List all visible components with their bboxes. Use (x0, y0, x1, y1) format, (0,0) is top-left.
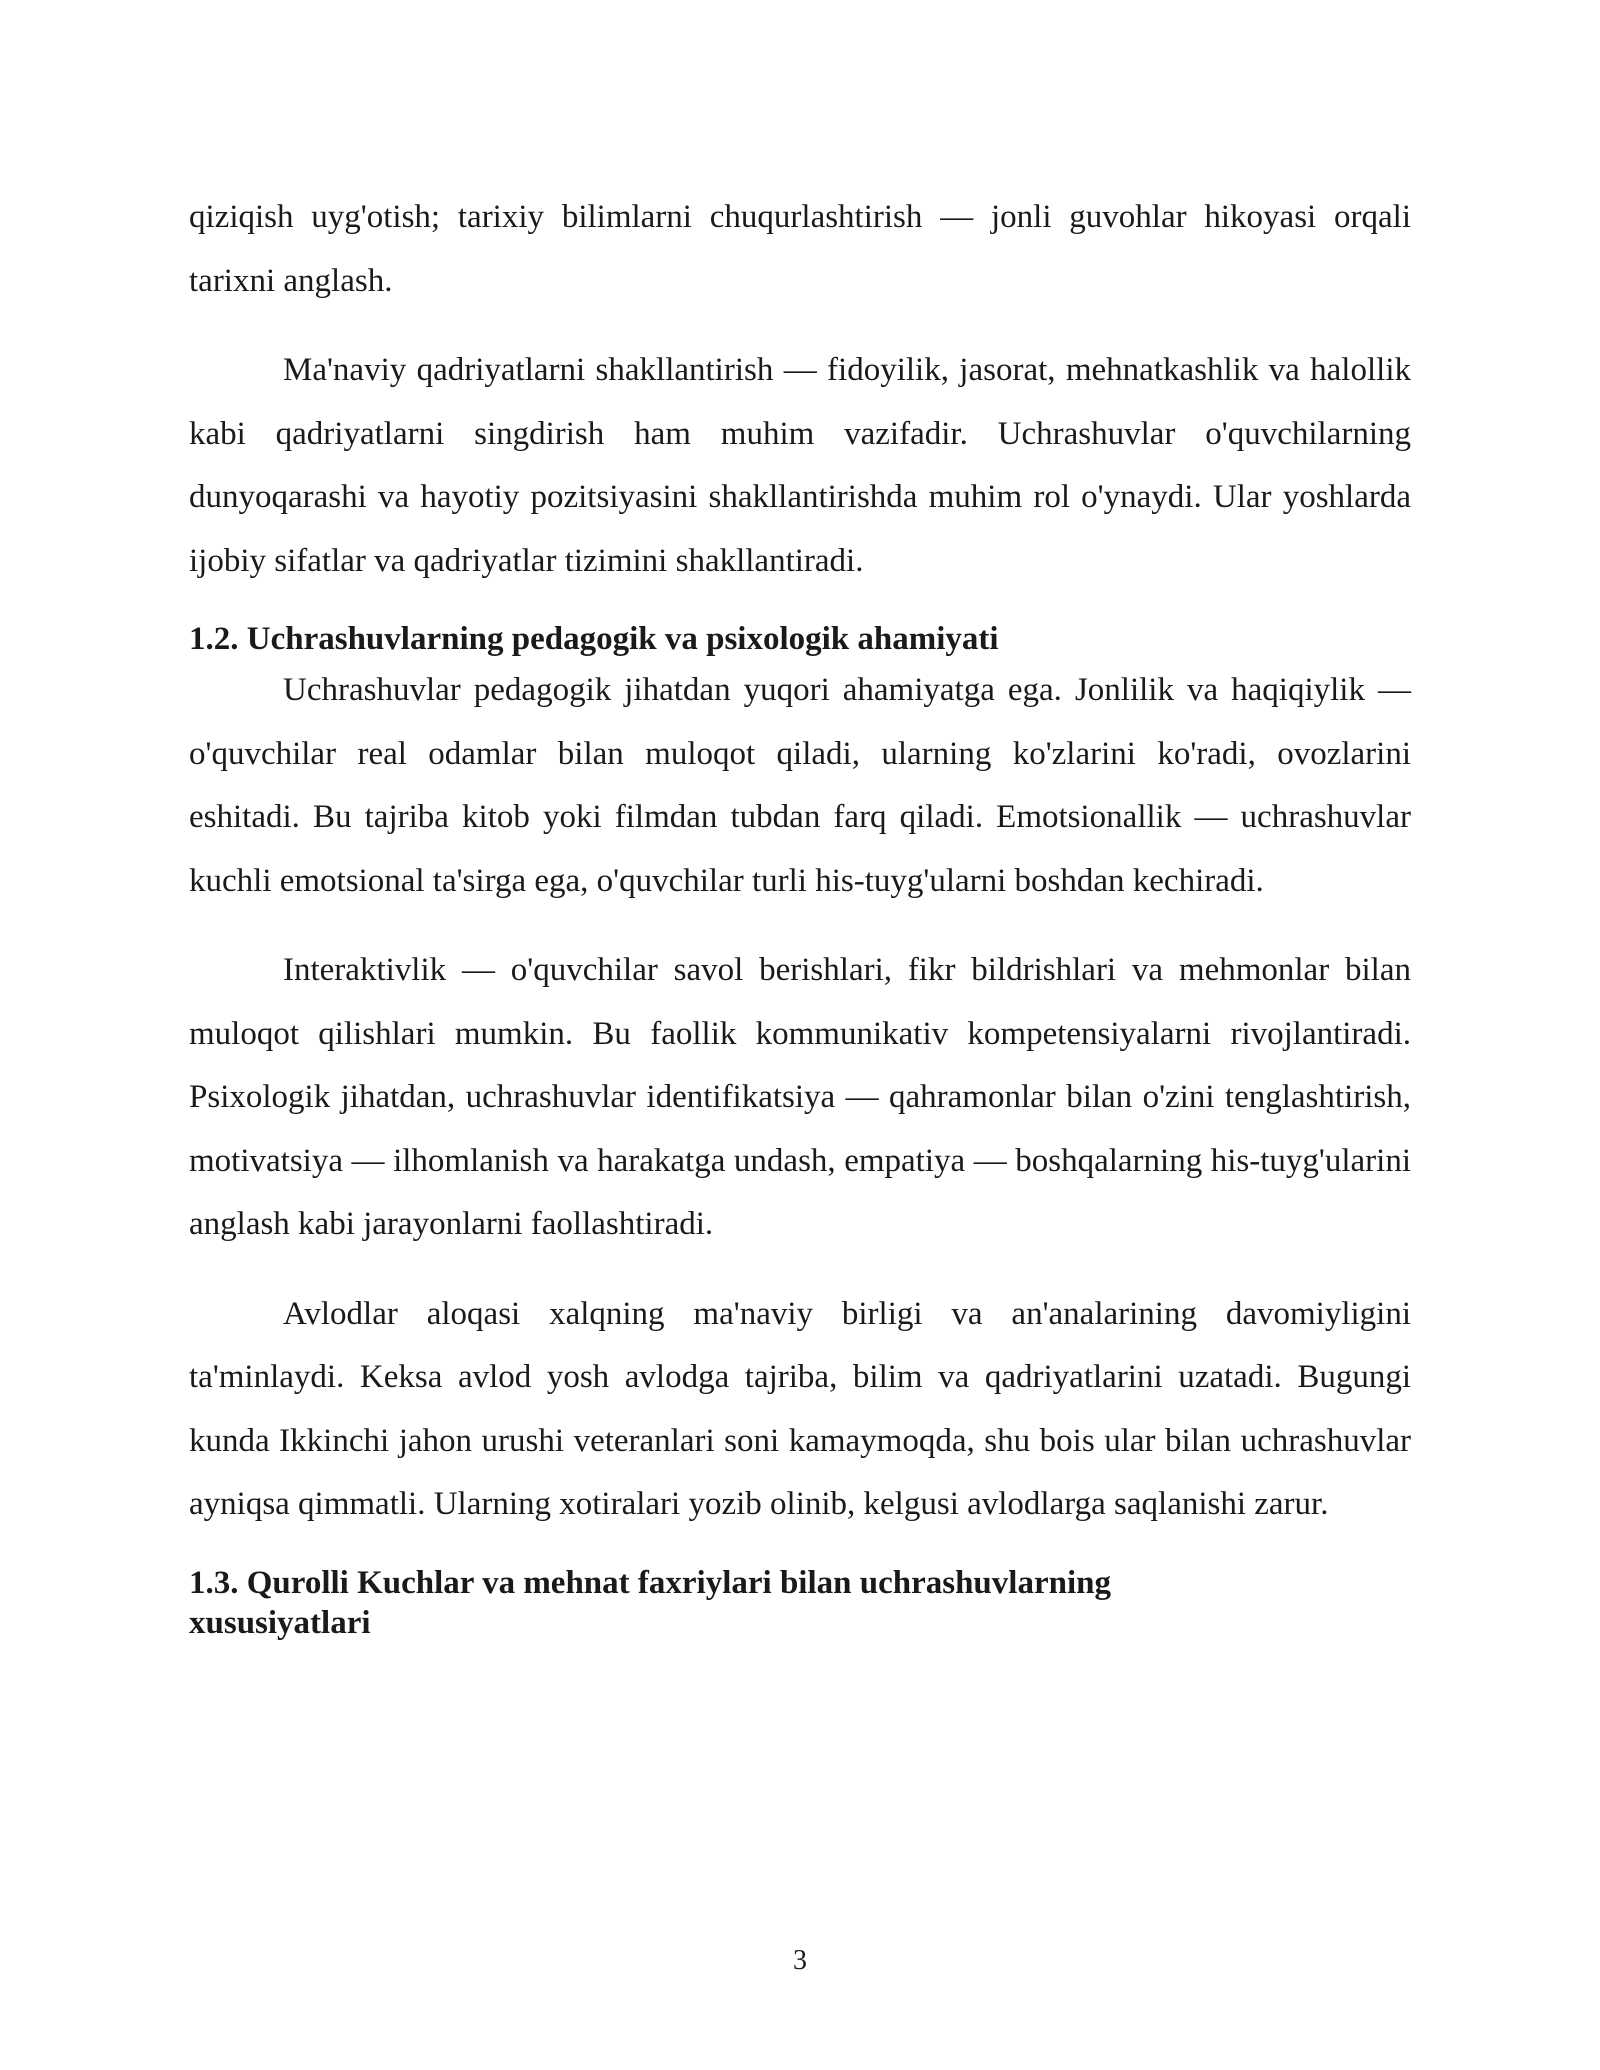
section-heading-1-3: 1.3. Qurolli Kuchlar va mehnat faxriylari bilan uchrashuvlarning xususiyatlari (189, 1564, 1111, 1641)
page-content (189, 186, 1411, 1643)
paragraph-intro-continuation: qiziqish uyg'otish; tarixiy bilimlarni chuqurlashtirish — jonli guvohlar hikoyasi orqali tarixni anglash. (189, 199, 1411, 299)
paragraph-spiritual-values: Ma'naviy qadriyatlarni shakllantirish — fidoyilik, jasorat, mehnatkashlik va halollik kabi qadriyatlarni singdirish ham muhim vazifadir. Uchrashuvlar o'quvchilarning dunyoqarashi va hayotiy pozitsiyasini shakllantirishda muhim rol o'ynaydi. Ular yoshlarda ijobiy sifatlar va qadriyatlar tizimini shakllantiradi. (189, 352, 1411, 579)
section-heading-1-2: 1.2. Uchrashuvlarning pedagogik va psixologik ahamiyati (189, 621, 999, 657)
paragraph-interactivity: Interaktivlik — o'quvchilar savol berishlari, fikr bildrishlari va mehmonlar bilan muloqot qilishlari mumkin. Bu faollik kommunikativ kompetensiyalarni rivojlantiradi. Psixologik jihatdan, uchrashuvlar identifikatsiya — qahramonlar bilan o'zini tenglashtirish, motivatsiya — ilhomlanish va harakatga undash, empatiya — boshqalarning his-tuyg'ularini anglash kabi jarayonlarni faollashtiradi. (189, 952, 1411, 1242)
paragraph-generations-connection: Avlodlar aloqasi xalqning ma'naviy birligi va an'analarining davomiyligini ta'minlaydi. Keksa avlod yosh avlodga tajriba, bilim va qadriyatlarini uzatadi. Bugungi kunda Ikkinchi jahon urushi veteranlari soni kamaymoqda, shu bois ular bilan uchrashuvlar ayniqsa qimmatli. Ularning xotiralari yozib olinib, kelgusi avlodlarga saqlanishi zarur. (189, 1295, 1411, 1522)
page-number: 3 (793, 1945, 807, 1976)
paragraph-pedagogical-significance: Uchrashuvlar pedagogik jihatdan yuqori ahamiyatga ega. Jonlilik va haqiqiylik — o'quvchilar real odamlar bilan muloqot qiladi, ularning ko'zlarini ko'radi, ovozlarini eshitadi. Bu tajriba kitob yoki filmdan tubdan farq qiladi. Emotsionallik — uchrashuvlar kuchli emotsional ta'sirga ega, o'quvchilar turli his-tuyg'ularni boshdan kechiradi. (189, 672, 1411, 899)
